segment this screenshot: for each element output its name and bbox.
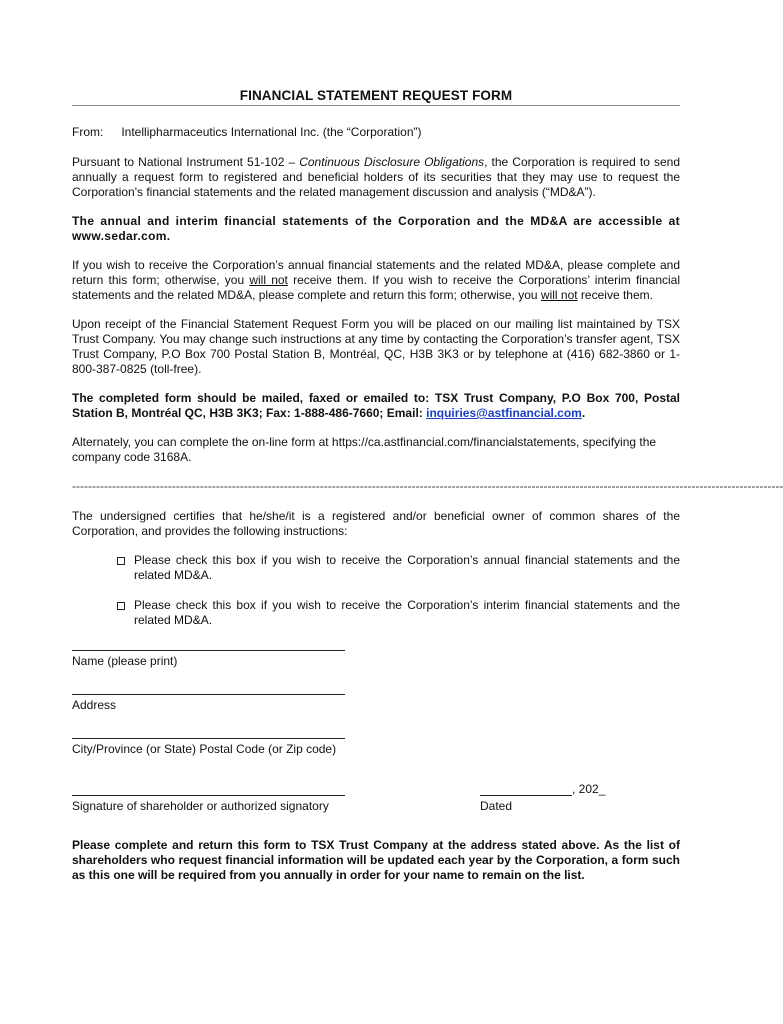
email-link[interactable]: inquiries@astfinancial.com bbox=[426, 406, 582, 420]
submission-text: The completed form should be mailed, faxed or emailed to: TSX Trust Company, P.O Box 700, Postal Station B, Montréal QC, H3B 3K3; Fax: 1-888-486-7660; Email: bbox=[72, 391, 680, 420]
city-field-label: City/Province (or State) Postal Code (or Zip code) bbox=[72, 742, 337, 756]
city-field[interactable] bbox=[72, 738, 680, 782]
from-label: From: bbox=[72, 125, 104, 139]
will-not-emphasis-1: will not bbox=[249, 273, 288, 287]
receive-text-a: If you wish to receive the Corporation’s annual financial statements and the related MD&A, please complete and return this form; otherwise, you bbox=[72, 258, 680, 287]
will-not-emphasis-2: will not bbox=[540, 288, 578, 302]
sedar-paragraph: The annual and interim financial statements of the Corporation and the MD&A are accessible at www.sedar.com. bbox=[72, 214, 680, 243]
interim-checkbox-row[interactable] bbox=[116, 598, 680, 628]
name-signature-line[interactable] bbox=[72, 650, 345, 651]
certification-paragraph: The undersigned certifies that he/she/it is a registered and/or beneficial owner of common shares of the Corporation, and provides the following instructions: bbox=[72, 509, 680, 538]
annual-checkbox-row[interactable] bbox=[116, 553, 680, 583]
signature-field-label: Signature of shareholder or authorized signatory bbox=[72, 799, 329, 813]
year-suffix: , 202_ bbox=[572, 782, 606, 796]
receive-paragraph bbox=[72, 258, 680, 303]
from-line bbox=[72, 125, 680, 140]
submission-end: . bbox=[581, 406, 586, 420]
name-field-label: Name (please print) bbox=[72, 654, 178, 668]
mailing-list-paragraph: Upon receipt of the Financial Statement Request Form you will be placed on our mailing list maintained by TSX Trust Company. You may change such instructions at any time by contacting the Corporation’s transfer agent, TSX Trust Company, P.O Box 700 Postal Station B, Montréal, QC, H3B 3K3 or by telephone at (416) 682-3860 or 1-800-387-0825 (toll-free). bbox=[72, 317, 680, 376]
closing-instructions: Please complete and return this form to TSX Trust Company at the address stated above. As the list of shareholders who request financial information will be updated each year by the Corporation, a form such as this one will be required from you annually in order for your name to remain on the list. bbox=[72, 838, 680, 882]
submission-paragraph bbox=[72, 391, 680, 421]
interim-checkbox[interactable] bbox=[117, 602, 125, 610]
city-signature-line[interactable] bbox=[72, 738, 345, 739]
from-value: Intellipharmaceutics International Inc. (the “Corporation”) bbox=[121, 125, 422, 139]
dated-label: Dated bbox=[480, 799, 513, 813]
name-field[interactable] bbox=[72, 650, 680, 694]
receive-text-c: receive them. bbox=[577, 288, 653, 302]
annual-checkbox-label: Please check this box if you wish to receive the Corporation’s annual financial statements and the related MD&A. bbox=[134, 553, 680, 582]
address-field[interactable] bbox=[72, 694, 680, 738]
intro-paragraph bbox=[72, 155, 680, 200]
cut-line-separator: ---------------------------------------------------------------------------------------------------------------------------------------------------------------------------------- bbox=[72, 479, 783, 493]
online-form-paragraph: Alternately, you can complete the on-line form at https://ca.astfinancial.com/financialstatements, specifying the company code 3168A. bbox=[72, 435, 657, 464]
signature-line[interactable] bbox=[72, 795, 345, 796]
date-line[interactable] bbox=[480, 795, 572, 796]
form-page bbox=[72, 88, 783, 897]
receive-text-b: receive them. If you wish to receive the Corporations’ interim financial statements and the related MD&A, please complete and return this form; otherwise, you bbox=[72, 273, 681, 302]
annual-checkbox[interactable] bbox=[117, 557, 125, 565]
address-signature-line[interactable] bbox=[72, 694, 345, 695]
intro-text-start: Pursuant to National Instrument 51-102 – bbox=[72, 155, 300, 169]
signature-date-row bbox=[72, 782, 680, 828]
page-title: FINANCIAL STATEMENT REQUEST FORM bbox=[72, 88, 680, 106]
interim-checkbox-label: Please check this box if you wish to receive the Corporation’s interim financial statements and the related MD&A. bbox=[134, 598, 680, 627]
intro-text-end: , the Corporation is required to send annually a request form to registered and beneficial holders of its securities that they may use to request the Corporation's financial statements and the related management discussion and analysis (“MD&A”). bbox=[72, 155, 680, 199]
address-field-label: Address bbox=[72, 698, 117, 712]
instrument-title: Continuous Disclosure Obligations bbox=[299, 155, 485, 169]
